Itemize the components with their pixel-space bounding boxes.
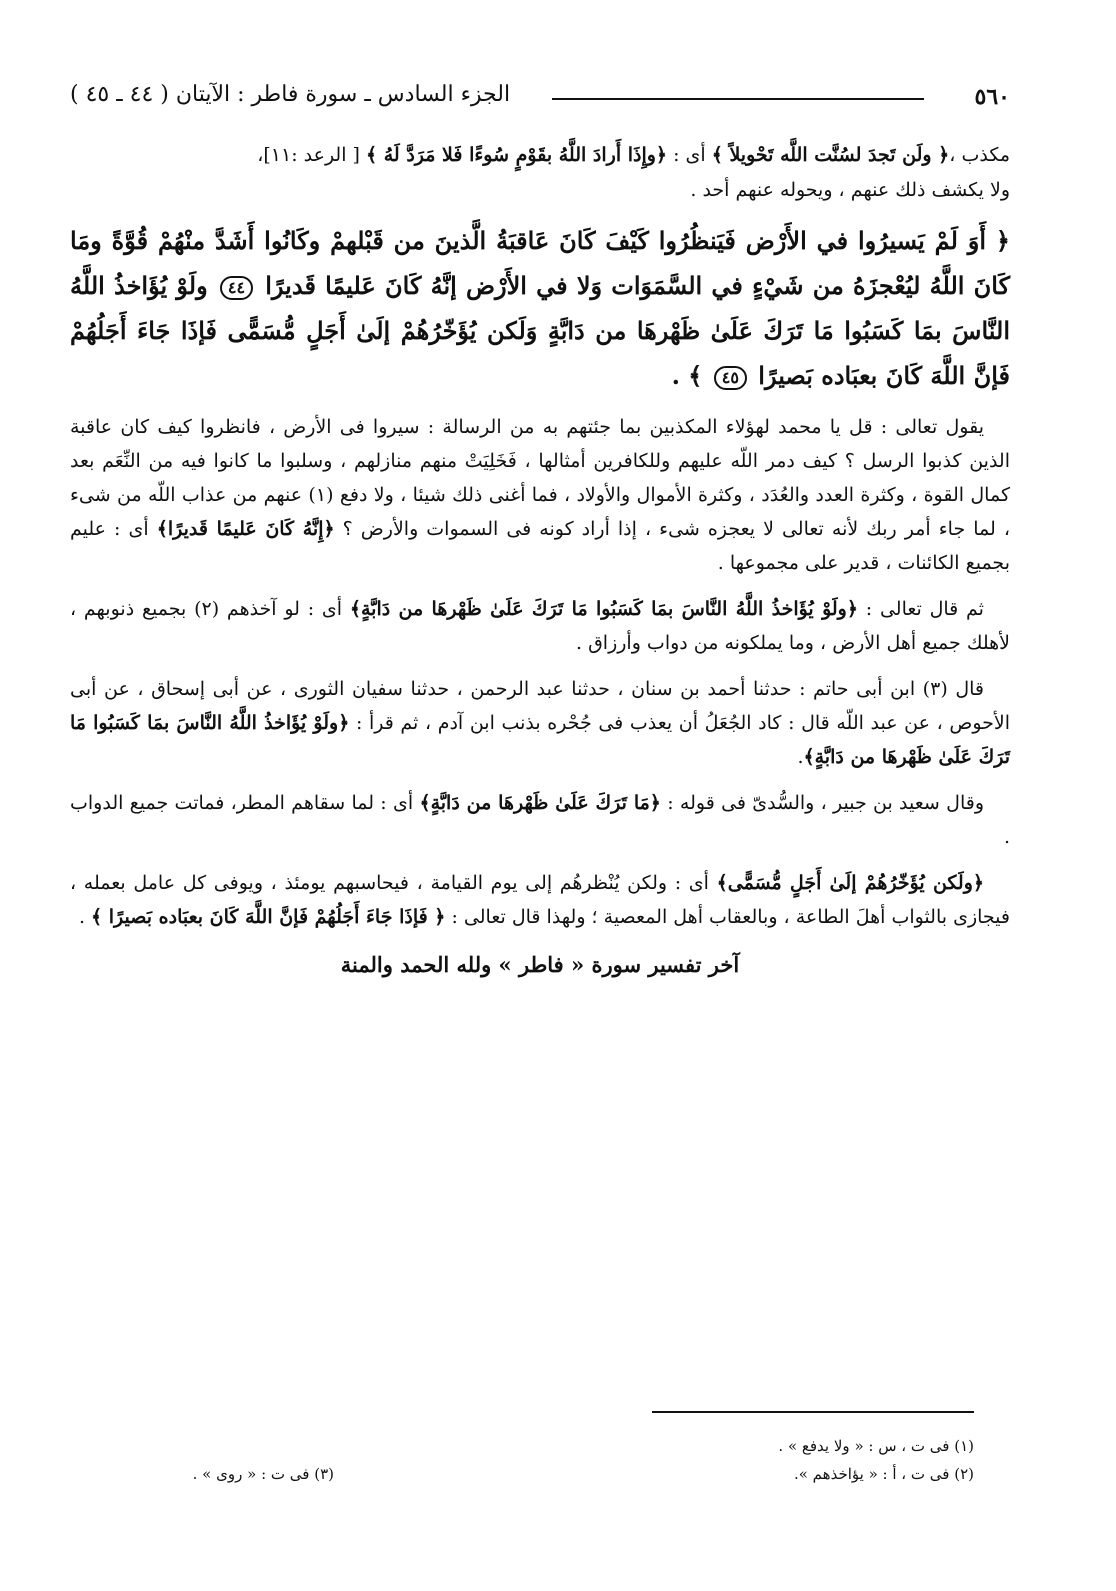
- page-body: [70, 70, 1010, 977]
- paragraph-text: أى : ولكن يُنْظرهُم إلى يوم القيامة ، فيحاسبهم يومئذ ، ويوفى كل عامل بعمله ، فيجازى بالثواب أهلَ الطاعة ، وبالعقاب أهل المعصية ؛ ولهذا قال تعالى :: [70, 872, 1010, 928]
- footnote-2: (٢) فى ت ، أ : « يؤاخذهم ».: [793, 1465, 974, 1483]
- footnote-3: (٣) فى ت : « روى » .: [192, 1465, 334, 1483]
- quran-quote: ﴿ولَكن يُؤَخّرُهُمْ إلَىٰ أَجَلٍ مُّسَمًّى﴾: [716, 872, 984, 894]
- intro-text-start: مكذب ،: [949, 144, 1010, 166]
- verse-text: ولَوْ يُؤَاخذُ اللَّهُ النَّاسَ بمَا كَسَبُوا مَا تَرَكَ عَلَىٰ ظَهْرهَا من دَابَّةٍ وَلَكن يُؤَخّرُهُمْ إلَىٰ أَجَلٍ مُّسَمًّى فَإذَا جَاءَ أَجَلُهُمْ فَإنَّ اللَّهَ كَانَ بعبَاده بَصيرًا: [70, 271, 1010, 390]
- quran-verse-block: [70, 218, 1010, 398]
- paragraph-text: يقول تعالى : قل يا محمد لهؤلاء المكذبين بما جئتهم به من الرسالة : سيروا فى الأرض ، فانظروا كيف كان عاقبة الذين كذبوا الرسل ؟ كيف دمر اللّه عليهم وللكافرين أمثالها ، فَخَلِيَتْ منهم منازلهم ، وسلبوا ما كانوا فيه من النِّعَم بعد كمال القوة ، وكثرة العدد والعُدَد ، وكثرة الأموال والأولاد ، فما أغنى ذلك شيئا ، ولا دفع (١) عنهم من عذاب اللّه من شىء ، لما جاء أمر ربك لأنه تعالى لا يعجزه شىء ، إذا أراد كونه فى السموات والأرض ؟: [70, 416, 1010, 540]
- commentary-paragraph: [70, 410, 1010, 580]
- header-title: الجزء السادس ـ سورة فاطر : الآيتان ( ٤٤ ـ ٤٥ ): [70, 82, 511, 107]
- commentary-paragraph: [70, 866, 1010, 934]
- intro-text-end: ولا يكشف ذلك عنهم ، ويحوله عنهم أحد .: [690, 179, 1010, 201]
- surah-reference: [ الرعد :١١]،: [257, 144, 366, 166]
- quran-quote: ﴿ فَإذَا جَاءَ أَجَلُهُمْ فَإنَّ اللَّهَ كَانَ بعبَاده بَصيرًا ﴾: [91, 906, 446, 928]
- footnote-rule: [652, 1411, 974, 1413]
- running-header: [70, 70, 1010, 116]
- paragraph-text: قال (٣) ابن أبى حاتم : حدثنا أحمد بن سنان ، حدثنا عبد الرحمن ، حدثنا سفيان الثورى ، عن أبى إسحاق ، عن أبى الأحوص ، عن عبد اللّه قال : كاد الجُعَلُ أن يعذب فى جُحْره بذنب ابن آدم ، ثم قرأ :: [70, 678, 1010, 734]
- header-rule: [552, 98, 924, 100]
- paragraph-text: أى : لما سقاهم المطر، فماتت جميع الدواب .: [70, 792, 1010, 848]
- paragraph-text: وقال سعيد بن جبير ، والسُّدىّ فى قوله :: [660, 792, 984, 814]
- paragraph-text: أى : لو آخذهم (٢) بجميع ذنوبهم ، لأهلك جميع أهل الأرض ، وما يملكونه من دواب وأرزاق .: [70, 598, 1010, 654]
- paragraph-text: أى : عليم بجميع الكائنات ، قدير على مجموعها .: [70, 518, 1010, 574]
- paragraph-text: .: [78, 906, 92, 928]
- quran-quote: ﴿وإِذَا أَرادَ اللَّهُ بقَوْمٍ سُوءًا فَلا مَرَدَّ لَهُ ﴾: [365, 144, 668, 166]
- intro-paragraph: [70, 138, 1010, 208]
- commentary-paragraph: [70, 786, 1010, 854]
- quran-quote: ﴿إِنَّهُ كَانَ عَليمًا قَديرًا﴾: [156, 518, 335, 540]
- verse-number-marker: ٤٤: [220, 276, 253, 300]
- surah-closing-line: آخر تفسير سورة « فاطر » ولله الحمد والمنة: [340, 952, 740, 977]
- commentary-paragraph: [70, 672, 1010, 774]
- intro-text-mid: أى :: [667, 144, 712, 166]
- verse-close: ﴾ .: [671, 361, 703, 390]
- paragraph-text: ثم قال تعالى :: [857, 598, 984, 620]
- quran-quote: ﴿ولَوْ يُؤَاخذُ اللَّهُ النَّاسَ بمَا كَسَبُوا مَا تَرَكَ عَلَىٰ ظَهْرهَا من دَابَّةٍ﴾: [349, 598, 858, 620]
- footnote-1: (١) فى ت ، س : « ولا يدفع » .: [778, 1437, 974, 1455]
- quran-quote: ﴿ولَوْ يُؤَاخذُ اللَّهُ النَّاسَ بمَا كَسَبُوا مَا تَرَكَ عَلَىٰ ظَهْرهَا من دَابَّةٍ﴾: [70, 712, 1010, 768]
- commentary-paragraph: [70, 592, 1010, 660]
- verse-number-marker: ٤٥: [714, 366, 747, 390]
- quran-quote: ﴿مَا تَرَكَ عَلَىٰ ظَهْرهَا من دَابَّةٍ﴾: [419, 792, 661, 814]
- quran-quote: ﴿ ولَن تَجدَ لسُنَّت اللَّه تَحْويلاً ﴾: [711, 144, 950, 166]
- verse-text: ﴿ أَوَ لَمْ يَسيرُوا في الأَرْض فَيَنظُرُوا كَيْفَ كَانَ عَاقبَةُ الَّذينَ من قَبْلهمْ وكَانُوا أَشَدَّ منْهُمْ قُوَّةً ومَا كَانَ اللَّهُ ليُعْجزَهُ من شَيْءٍ في السَّمَوَات وَلا في الأَرْض إنَّهُ كَانَ عَليمًا قَديرًا: [70, 226, 1011, 300]
- paragraph-text: .: [797, 746, 804, 768]
- page-number: ٥٦٠: [974, 84, 1010, 110]
